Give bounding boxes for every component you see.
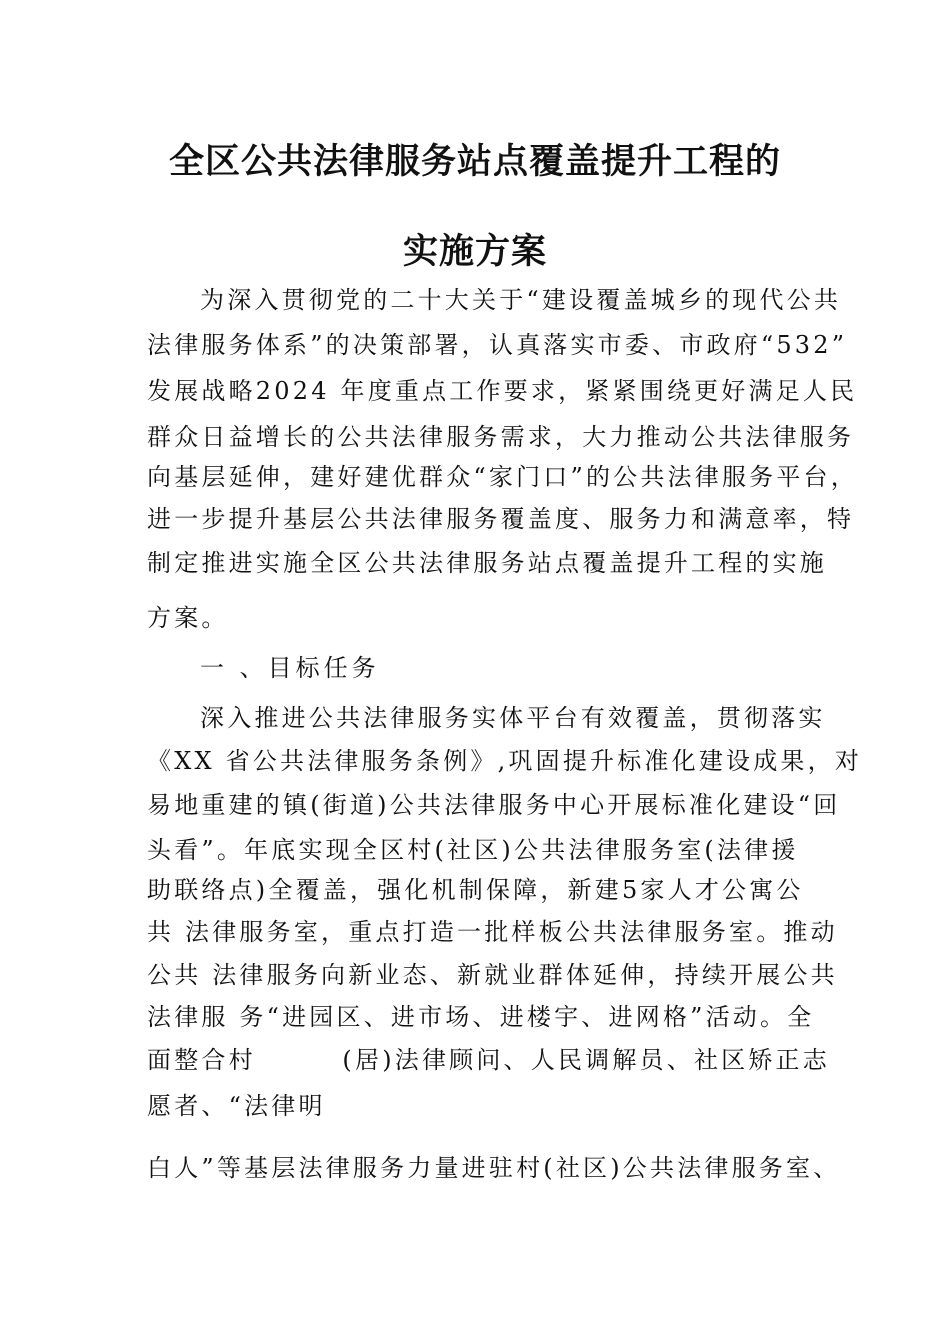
intro-line-4: 群众日益增长的公共法律服务需求，大力推动公共法律服务	[147, 423, 855, 451]
section-1-line-2: 《XX 省公共法律服务条例》,巩固提升标准化建设成果，对	[147, 747, 863, 775]
section-1-heading: 一 、目标任务	[200, 654, 380, 682]
section-1-line-8: 法律服 务“进园区、进市场、进楼宇、进网格”活动。全	[147, 1003, 815, 1031]
section-1-line-6: 共 法律服务室，重点打造一批样板公共法律服务室。推动	[147, 918, 838, 946]
intro-line-5: 向基层延伸，建好建优群众“家门口”的公共法律服务平台，	[147, 463, 858, 491]
intro-line-8: 方案。	[147, 604, 229, 632]
section-1-line-3: 易地重建的镇(街道)公共法律服务中心开展标准化建设“回	[147, 791, 841, 819]
section-1-line-4: 头看”。年底实现全区村(社区)公共法律服务室(法律援	[147, 836, 799, 864]
section-1-line-5: 助联络点)全覆盖，强化机制保障，新建5家人才公寓公	[147, 876, 804, 904]
intro-line-6: 进一步提升基层公共法律服务覆盖度、服务力和满意率，特	[147, 505, 855, 533]
intro-line-1: 为深入贯彻党的二十大关于“建设覆盖城乡的现代公共	[200, 286, 842, 314]
section-1-line-9: 面整合村 (居)法律顾问、人民调解员、社区矫正志	[147, 1046, 830, 1074]
intro-line-7: 制定推进实施全区公共法律服务站点覆盖提升工程的实施	[147, 549, 827, 577]
section-1-line-7: 公共 法律服务向新业态、新就业群体延伸，持续开展公共	[147, 961, 838, 989]
section-1-line-10: 愿者、“法律明	[147, 1092, 326, 1120]
document-title-line-2: 实施方案	[402, 232, 547, 272]
document-title-line-1: 全区公共法律服务站点覆盖提升工程的	[168, 142, 781, 182]
section-1-line-11: 白人”等基层法律服务力量进驻村(社区)公共法律服务室、	[147, 1154, 841, 1182]
section-1-line-1: 深入推进公共法律服务实体平台有效覆盖，贯彻落实	[200, 704, 826, 732]
intro-line-2: 法律服务体系”的决策部署，认真落实市委、市政府“532”	[147, 331, 848, 359]
intro-line-3: 发展战略2024 年度重点工作要求，紧紧围绕更好满足人民	[147, 377, 858, 405]
